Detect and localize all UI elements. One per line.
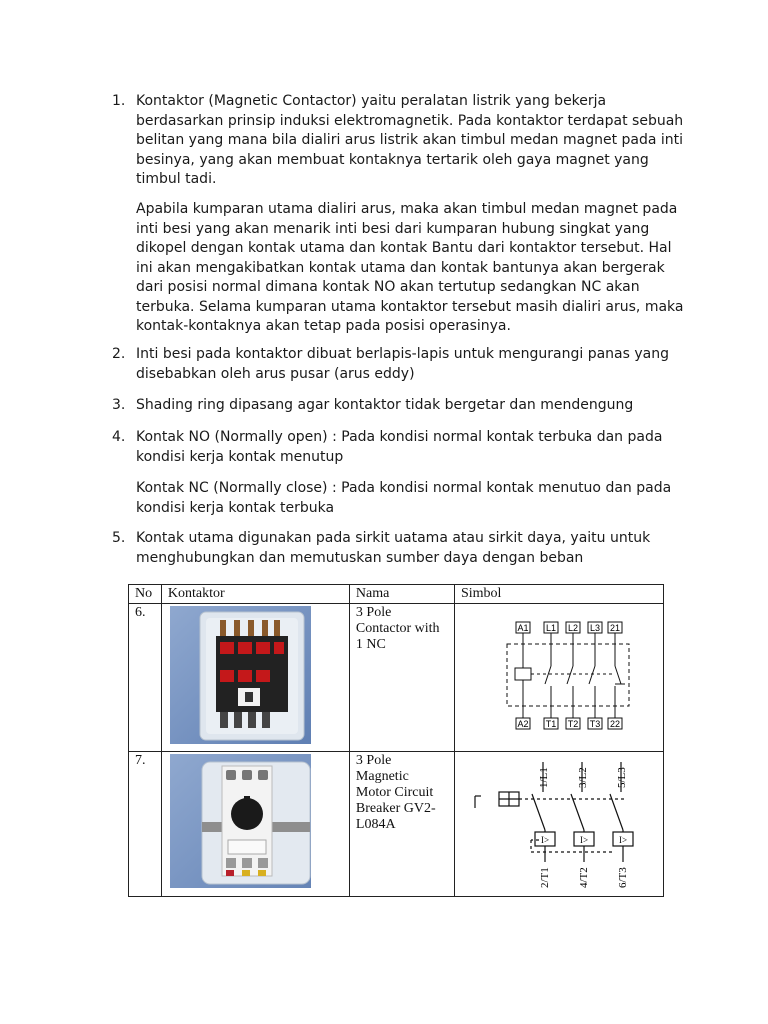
header-no: No — [129, 585, 162, 604]
text-line: kondisi kerja kontak menutup — [136, 448, 344, 465]
nama-line: 3 Pole — [355, 605, 392, 620]
text-line: Kontak NC (Normally close) : Pada kondisi normal kontak menutuo dan pada — [136, 480, 672, 496]
text-line: Kontak NO (Normally open) : Pada kondisi normal kontak terbuka dan pada — [136, 429, 663, 445]
table-row — [129, 752, 664, 897]
list-text — [136, 345, 688, 384]
relay-label: I> — [540, 835, 550, 845]
breaker-symbol-diagram — [455, 752, 663, 891]
label-top: 1/L1 — [537, 767, 550, 788]
list-text — [136, 428, 688, 467]
list-number: 4. — [112, 429, 126, 445]
list-text — [136, 396, 688, 416]
label-top: L3 — [589, 623, 600, 633]
label-bottom: T1 — [545, 719, 557, 729]
terminal-bottom-labels — [516, 718, 622, 729]
text-line: terbuka. Selama kumparan utama kontaktor tersebut masih dialiri arus, maka — [136, 298, 684, 315]
list-text — [136, 529, 688, 568]
list-number: 5. — [112, 530, 126, 546]
list-number: 3. — [112, 397, 126, 413]
relay-label: I> — [579, 835, 589, 845]
label-top: 5/L3 — [615, 767, 628, 788]
cell-nama — [349, 604, 454, 752]
text-line: Inti besi pada kontaktor dibuat berlapis-lapis untuk mengurangi panas yang — [136, 346, 669, 362]
text-line: dari posisi normal dimana kontak NO akan tertutup sedangkan NC akan — [136, 279, 640, 295]
cell-photo — [161, 752, 349, 897]
nama-line: Breaker GV2- — [355, 801, 436, 816]
label-bottom: 4/T2 — [577, 867, 590, 888]
text-line: dikopel dengan kontak utama dan kontak Bantu dari kontaktor tersebut. Hal — [136, 240, 672, 256]
contactor-photo — [162, 604, 349, 746]
cell-symbol — [454, 604, 663, 752]
text-line: berdasarkan prinsip induksi elektromagnetik. Pada kontaktor terdapat sebuah — [136, 112, 684, 129]
relay-label: I> — [618, 835, 628, 845]
text-line: Shading ring dipasang agar kontaktor tidak bergetar dan mendengung — [136, 397, 634, 413]
text-line: belitan yang mana bila dialiri arus listrik akan timbul medan magnet pada inti — [136, 132, 684, 148]
nama-line: Motor Circuit — [355, 785, 434, 800]
circuit-breaker-photo — [162, 752, 349, 891]
nama-line: Magnetic — [355, 769, 409, 784]
contactor-symbol-diagram — [455, 604, 663, 746]
terminal-top-labels — [516, 622, 622, 633]
label-bottom: T3 — [589, 719, 601, 729]
list-number: 1. — [112, 93, 126, 109]
text-line: besinya, yang akan membuat kontaknya tertarik oleh gaya magnet yang — [136, 151, 649, 168]
list-text — [136, 92, 688, 190]
text-line: ini akan mengakibatkan kontak utama dan kontak bantunya akan bergerak — [136, 259, 665, 276]
text-line: disebabkan oleh arus pusar (arus eddy) — [136, 365, 415, 382]
text-line: inti besi yang akan menarik inti besi dari kumparan hubung singkat yang — [136, 220, 650, 237]
label-top: L1 — [545, 623, 556, 633]
label-bottom: 6/T3 — [616, 867, 629, 888]
text-line: kondisi kerja kontak terbuka — [136, 499, 335, 516]
table-header-row — [129, 585, 664, 604]
label-bottom: 22 — [609, 719, 620, 729]
cell-nama — [349, 752, 454, 897]
nama-line: Contactor with — [355, 621, 440, 636]
header-simbol: Simbol — [454, 585, 663, 604]
cell-no: 6. — [129, 604, 162, 752]
text-line: timbul tadi. — [136, 171, 217, 187]
label-bottom: T2 — [567, 719, 579, 729]
list-number: 2. — [112, 346, 126, 362]
contactor-table — [128, 584, 664, 897]
cell-no: 7. — [129, 752, 162, 897]
label-bottom: 2/T1 — [538, 867, 551, 888]
label-bottom: A2 — [517, 719, 529, 729]
label-top: A1 — [517, 623, 529, 633]
cell-symbol — [454, 752, 663, 897]
text-line: kontak-kontaknya akan tetap pada posisi operasinya. — [136, 318, 511, 334]
text-line: menghubungkan dan memutuskan sumber daya dengan beban — [136, 549, 584, 566]
header-nama: Nama — [349, 585, 454, 604]
cell-photo — [161, 604, 349, 752]
nama-line: 1 NC — [355, 637, 386, 652]
label-top: 21 — [609, 623, 620, 633]
paragraph-item-4-continued — [136, 479, 696, 518]
paragraph-item-1-continued — [136, 200, 696, 337]
text-line: Kontaktor (Magnetic Contactor) yaitu peralatan listrik yang bekerja — [136, 93, 607, 109]
label-top: 3/L2 — [576, 767, 589, 788]
header-kontaktor: Kontaktor — [161, 585, 349, 604]
text-line: Apabila kumparan utama dialiri arus, maka akan timbul medan magnet pada — [136, 201, 678, 217]
label-top: L2 — [567, 623, 578, 633]
text-line: Kontak utama digunakan pada sirkit uatama atau sirkit daya, yaitu untuk — [136, 530, 651, 546]
nama-line: 3 Pole — [355, 753, 392, 768]
table-row — [129, 604, 664, 752]
nama-line: L084A — [355, 817, 396, 832]
